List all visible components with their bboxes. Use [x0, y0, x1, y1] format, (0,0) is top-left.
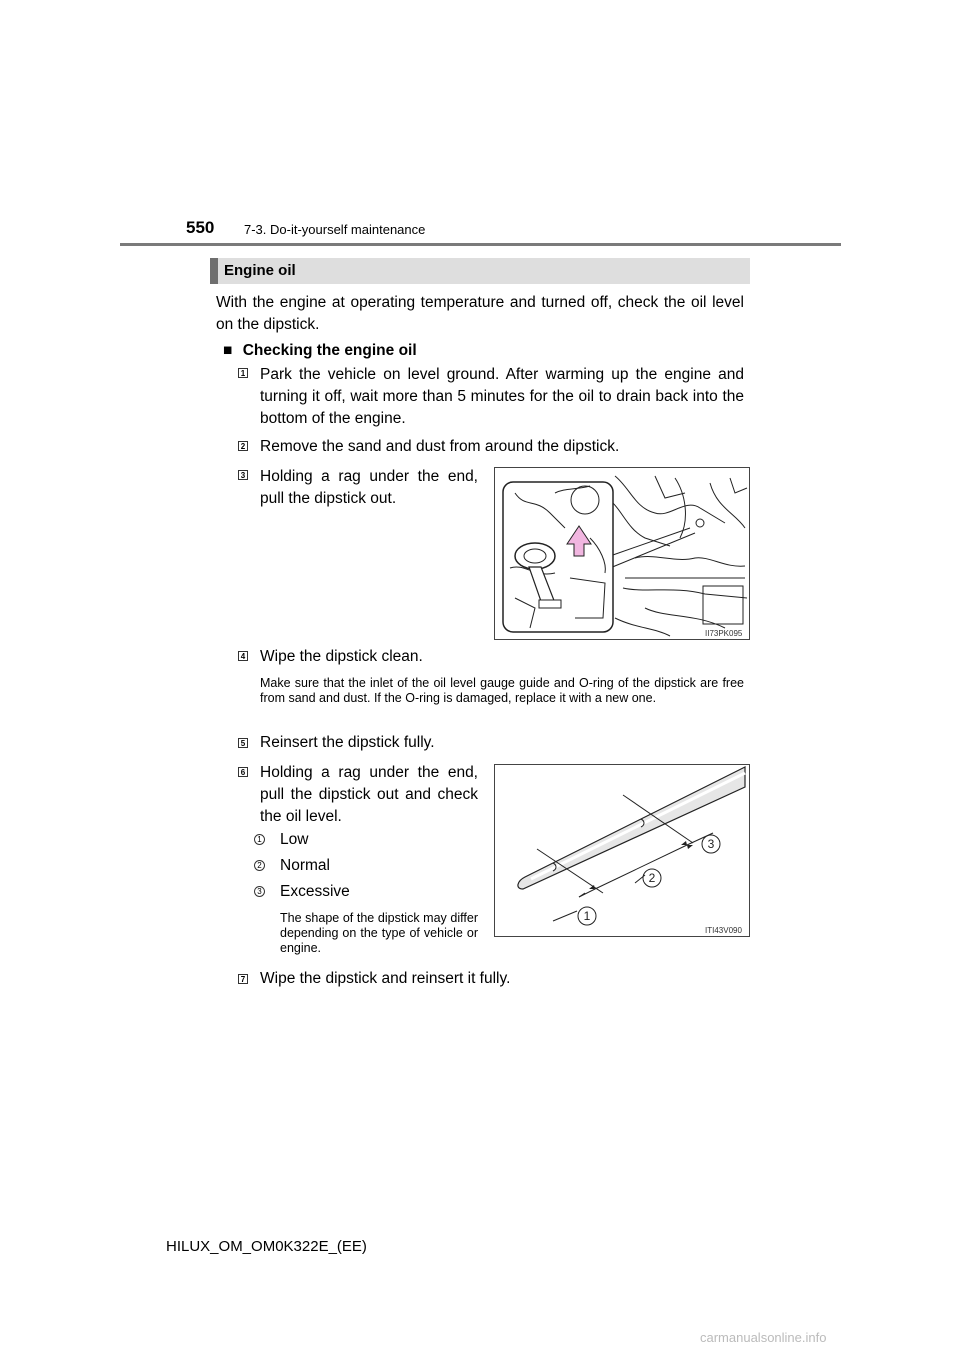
level-label-low: Low	[280, 831, 309, 848]
level-number: 2	[254, 860, 265, 871]
figure-code: ITI43V090	[705, 926, 742, 935]
page-heading: Engine oil	[224, 262, 296, 279]
step-number: 7	[238, 974, 248, 984]
dipstick-shape-note: The shape of the dipstick may differ depending on the type of vehicle or engine.	[280, 911, 478, 955]
level-label-excessive: Excessive	[280, 883, 350, 900]
level-label-normal: Normal	[280, 857, 330, 874]
figure-code: II73PK095	[705, 629, 743, 638]
step-text: Remove the sand and dust from around the dipstick.	[260, 438, 620, 455]
level-number: 3	[254, 886, 265, 897]
step-number: 5	[238, 738, 248, 748]
step-number: 6	[238, 767, 248, 777]
dipstick-illustration	[495, 765, 750, 937]
callout-normal: 2	[648, 871, 656, 885]
subheading	[223, 340, 417, 362]
step-text: Park the vehicle on level ground. After warming up the engine and turning it off, wait more than 5 minutes for the oil to drain back into the bottom of the engine.	[260, 366, 744, 427]
callout-low: 1	[583, 909, 591, 923]
step-number: 2	[238, 441, 248, 451]
document-footer: HILUX_OM_OM0K322E_(EE)	[166, 1238, 367, 1255]
section-title: 7-3. Do-it-yourself maintenance	[244, 222, 426, 237]
level-number: 1	[254, 834, 265, 845]
intro-text: With the engine at operating temperature and turned off, check the oil level on the dipstick.	[216, 294, 744, 333]
engine-bay-illustration	[495, 468, 750, 640]
bullet-square: ■	[223, 342, 233, 359]
step-text: Reinsert the dipstick fully.	[260, 734, 435, 751]
header-rule	[120, 243, 841, 246]
subheading-text: Checking the engine oil	[242, 342, 417, 359]
engine-dipstick-figure	[494, 467, 750, 640]
watermark: carmanualsonline.info	[700, 1330, 827, 1345]
step-text: Holding a rag under the end, pull the dipstick out.	[260, 468, 478, 507]
step-number: 1	[238, 368, 248, 378]
step-text: Holding a rag under the end, pull the dipstick out and check the oil level.	[260, 764, 478, 825]
step-number: 3	[238, 470, 248, 480]
page-number: 550	[186, 218, 215, 237]
step-number: 4	[238, 651, 248, 661]
dipstick-level-figure	[494, 764, 750, 937]
callout-excessive: 3	[707, 837, 715, 851]
step-note: Make sure that the inlet of the oil level gauge guide and O-ring of the dipstick are free from sand and dust. If the O-ring is damaged, replace it with a new one.	[260, 676, 744, 705]
step-text: Wipe the dipstick clean.	[260, 648, 423, 665]
step-text: Wipe the dipstick and reinsert it fully.	[260, 970, 511, 987]
